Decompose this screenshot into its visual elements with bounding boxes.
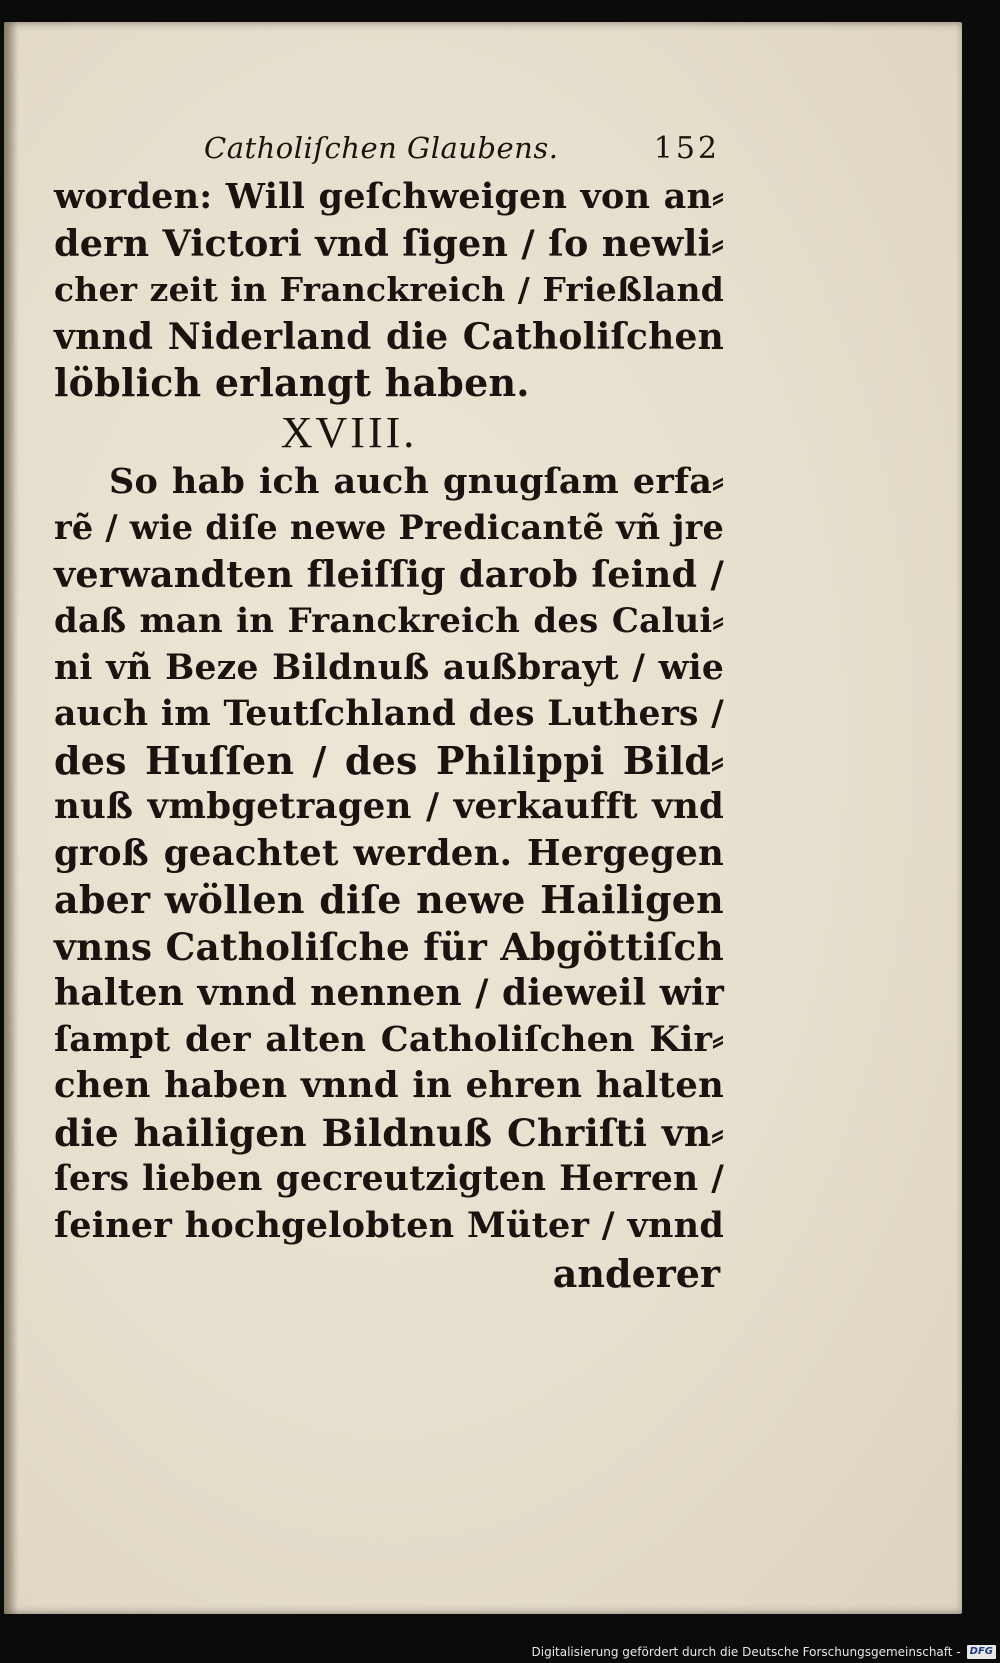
digitization-credit: Digitalisierung gefördert durch die Deutsche Forschungsgemeinschaft - xyxy=(531,1645,961,1659)
section-heading: XVIII. xyxy=(280,407,418,457)
text-line: des Huſſen / des Philippi Bild⸗ xyxy=(54,737,724,783)
running-title: Catholiſchen Glaubens. xyxy=(204,131,559,165)
digitization-credit-bar xyxy=(524,1641,1000,1663)
text-line: aber wöllen diſe newe Hailigen xyxy=(54,877,724,922)
paragraph-2 xyxy=(54,459,724,1250)
text-line: nuß vmbgetragen / verkaufft vnd xyxy=(54,786,724,827)
text-line: So hab ich auch gnugſam erfa⸗ xyxy=(109,460,724,502)
text-line: ſampt der alten Catholiſchen Kir⸗ xyxy=(54,1018,724,1060)
text-block xyxy=(54,122,724,1299)
text-line: verwandten fleiſſig darob ſeind / xyxy=(54,552,724,596)
text-line: die hailigen Bildnuß Chriſti vn⸗ xyxy=(54,1110,724,1155)
catchword: anderer xyxy=(552,1251,720,1296)
text-line: halten vnnd nennen / dieweil wir xyxy=(54,972,724,1014)
text-line: worden: Will geſchweigen von an⸗ xyxy=(54,176,724,217)
text-line: rẽ / wie diſe newe Predicantẽ vñ jre xyxy=(54,508,724,547)
text-line: vnns Catholiſche für Abgöttiſch xyxy=(54,924,724,969)
text-line: cher zeit in Franckreich / Frießland xyxy=(54,270,724,309)
text-line: chen haben vnnd in ehren halten xyxy=(54,1065,724,1106)
text-line: dern Victori vnd ſigen / ſo newli⸗ xyxy=(54,221,724,265)
text-line: ni vñ Beze Bildnuß außbrayt / wie xyxy=(54,647,724,688)
text-line: daß man in Franckreich des Calui⸗ xyxy=(54,601,724,641)
text-line: groß geachtet werden. Hergegen xyxy=(54,832,724,874)
page-number: 152 xyxy=(653,131,720,166)
paragraph-1 xyxy=(54,174,724,407)
text-line: löblich erlangt haben. xyxy=(54,360,530,405)
page-header xyxy=(54,122,724,174)
text-line: ſers lieben gecreutzigten Herren / xyxy=(54,1159,724,1199)
text-line: ſeiner hochgelobten Müter / vnnd xyxy=(54,1204,724,1246)
dfg-logo-icon: DFG xyxy=(967,1645,996,1659)
text-line: vnnd Niderland die Catholiſchen xyxy=(54,315,724,358)
text-line: auch im Teutſchland des Luthers / xyxy=(54,694,724,734)
book-page xyxy=(4,22,962,1614)
